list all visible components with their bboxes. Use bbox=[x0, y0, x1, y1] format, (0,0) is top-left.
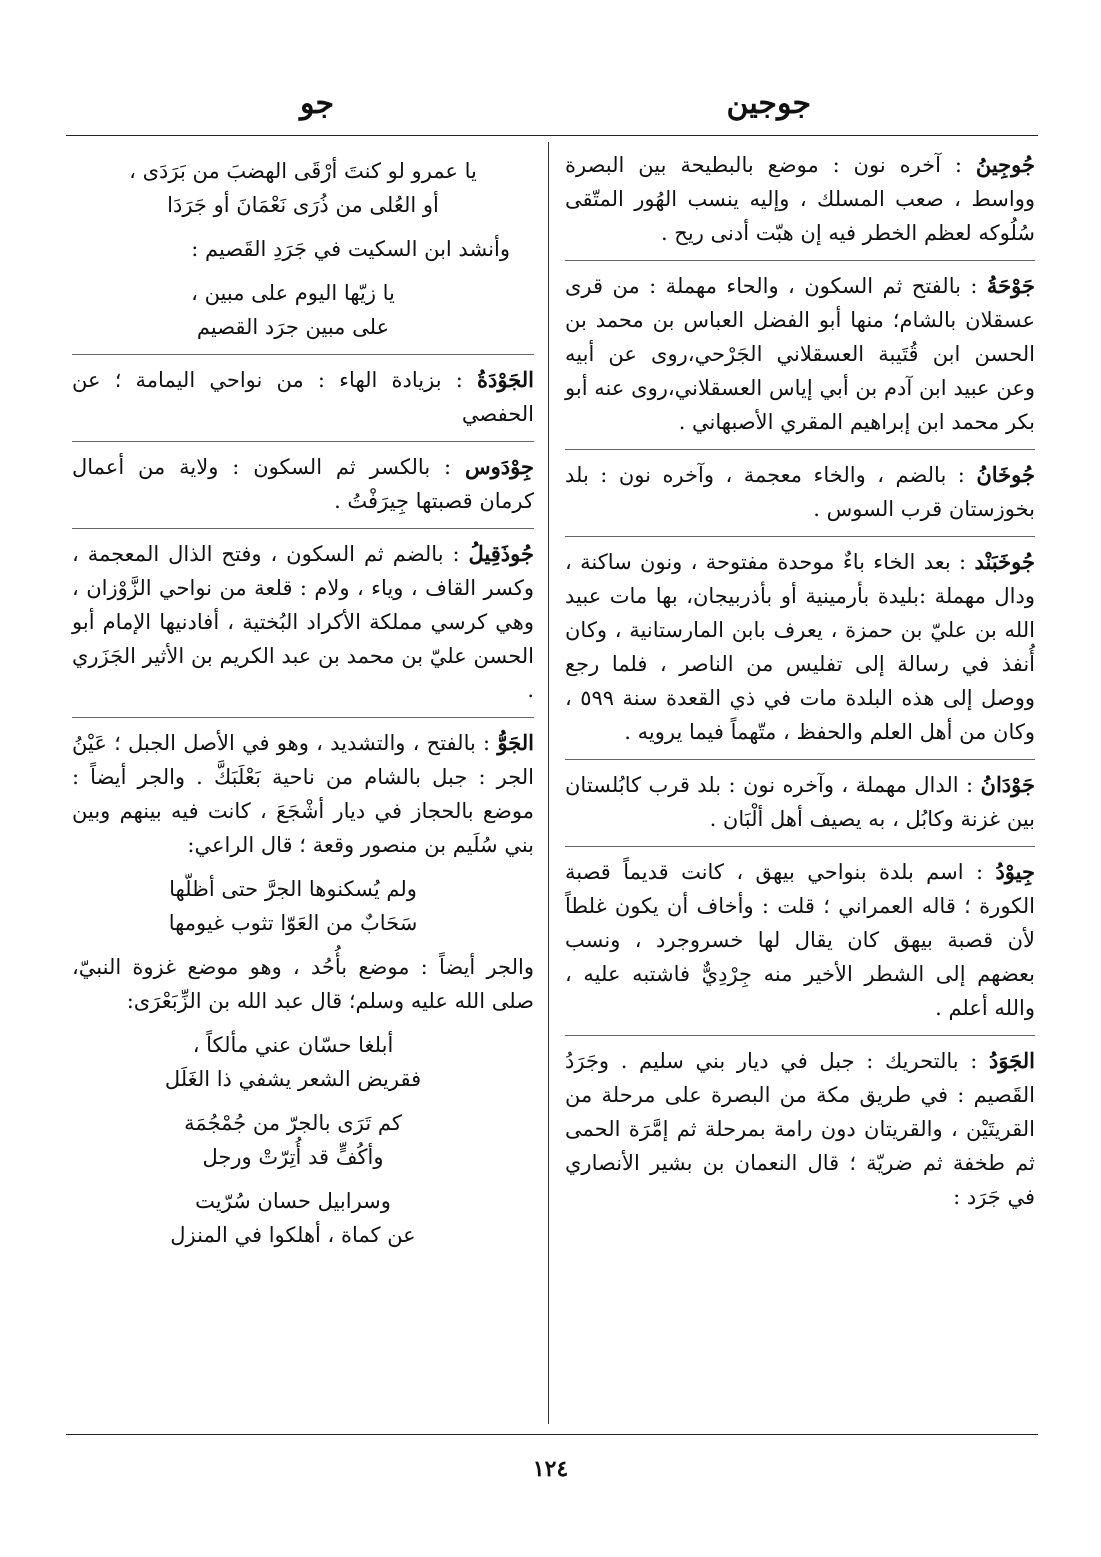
verse-line: كم تَرَى بالجرّ من جُمْجُمَة bbox=[184, 1111, 402, 1135]
entry-text: : بالفتح ثم السكون ، والحاء مهملة : من قرى عسقلان بالشام؛ منها أبو الفضل العباس بن محمد بن الحسن ابن قُتَيبة العسقلاني الجَرْحي،روى عن أبيه وعن عبيد ابن آدم بن أبي إياس العسقلاني،روى عنه أبو بكر محمد ابن إبراهيم المقري الأصبهاني . bbox=[565, 274, 1035, 434]
entry-al-jawda bbox=[72, 363, 534, 431]
entry-text: : الدال مهملة ، وآخره نون : بلد قرب كابُلستان بين غزنة وكابُل ، به يصيف أهل ألْبَان . bbox=[565, 773, 1035, 831]
verse-line: يا عمرو لو كنتَ أرْقَى الهضبَ من بَرَدَى ، bbox=[129, 159, 477, 183]
entry-al-jawad bbox=[565, 1044, 1035, 1214]
entry-separator bbox=[565, 449, 1035, 450]
headword: جُوخَانُ bbox=[976, 462, 1035, 487]
headword: جُوخَبَنْد bbox=[974, 549, 1035, 574]
column-divider bbox=[548, 142, 549, 1424]
entry-separator bbox=[565, 536, 1035, 537]
entry-text: : بالكسر ثم السكون : ولاية من أعمال كرمان قصبتها جِيرَفْتُ . bbox=[72, 455, 534, 513]
entry-separator bbox=[565, 846, 1035, 847]
headword: جِيوْدُ bbox=[995, 859, 1035, 884]
verse-line: أو العُلى من ذُرَى نَعْمَانَ أو جَرَدَا bbox=[167, 193, 439, 217]
entry-jiwdaws bbox=[72, 450, 534, 518]
verse bbox=[72, 1028, 534, 1096]
verse bbox=[72, 1184, 534, 1252]
entry-separator bbox=[72, 717, 534, 718]
verse-line: عن كماة ، أهلكوا في المنزل bbox=[170, 1223, 416, 1247]
headword: الجَوَدُ bbox=[988, 1048, 1035, 1073]
verse bbox=[72, 154, 534, 222]
entry-text: : بزيادة الهاء : من نواحي اليمامة ؛ عن الحفصي bbox=[72, 368, 534, 426]
entry-separator bbox=[565, 759, 1035, 760]
headword: جَوْحَةُ bbox=[986, 273, 1035, 298]
footer-rule bbox=[66, 1434, 1038, 1435]
entry-jukhaband bbox=[565, 545, 1035, 749]
headword: الجَوْدَةُ bbox=[477, 367, 534, 392]
entry-text: : بالفتح ، والتشديد ، وهو في الأصل الجبل ؛ عَيْنُ الجر : جبل بالشام من ناحية بَعْلَبَكَّ . والجر أيضاً : موضع بالحجاز في ديار أشْجَعَ ، كانت فيه بينهم وبين بني سُلَيم بن منصور وقعة ؛ قال الراعي: bbox=[72, 731, 534, 857]
verse bbox=[72, 1106, 534, 1174]
entry-separator bbox=[72, 528, 534, 529]
text-block: وأنشد ابن السكيت في جَرَدِ القَصيم : bbox=[191, 237, 510, 261]
entry-separator bbox=[565, 1035, 1035, 1036]
verse-line: أبلغا حسّان عني مألكاً ، bbox=[192, 1033, 394, 1057]
entry-separator bbox=[565, 260, 1035, 261]
page-number: ١٢٤ bbox=[532, 1456, 569, 1482]
entry-jawha bbox=[565, 269, 1035, 439]
entry-text: : بالضم ثم السكون ، وفتح الذال المعجمة ، وكسر القاف ، وياء ، ولام : قلعة من نواحي الزَّوْزان ، وهي كرسي مملكة الأكراد البُختية ، أفادنيها الإمام أبو الحسن عليّ بن محمد بن عبد الكريم بن الأثير الجَزَري . bbox=[72, 542, 534, 702]
text-block: والجر أيضاً : موضع بأُحُد ، وهو موضع غزوة النبيّ، صلى الله عليه وسلم؛ قال عبد الله بن الزِّبَعْرَى: bbox=[72, 955, 534, 1013]
verse-line: يا زيّها اليوم على مبين ، bbox=[191, 281, 395, 305]
verse-line: ولم يُسكنوها الجرَّ حتى أظلّها bbox=[169, 877, 417, 901]
entry-text: : اسم بلدة بنواحي بيهق ، كانت قديماً قصبة الكورة ؛ قاله العمراني ؛ قلت : وأخاف أن يكون غلطاً لأن قصبة بيهق كان يقال لها خسروجرد ، ونسب بعضهم إلى الشطر الأخير منه جِرْدِيٌّ فاشتبه عليه ، والله أعلم . bbox=[565, 860, 1035, 1020]
running-head-right: جوجين bbox=[726, 86, 811, 121]
entry-jukhan bbox=[565, 458, 1035, 526]
verse-line: سَحَابٌ من العَوّا تثوب غيومها bbox=[168, 911, 418, 935]
entry-text: : بعد الخاء باءٌ موحدة مفتوحة ، ونون ساكنة ، ودال مهملة :بليدة بأرمينية أو بأذربيجان، بها مات عبيد الله بن عليّ بن حمزة ، يعرف بابن المارستانية ، وكان أُنفذ في رسالة إلى تفليس من الناصر ، فلما رجع ووصل إلى هذه البلدة مات في ذي القعدة سنة ٥٩٩ ، وكان من أهل العلم والحفظ ، متّهماً فيما يرويه . bbox=[565, 550, 1035, 744]
entry-separator bbox=[72, 354, 534, 355]
verse-line: وأكُفٍّ قد أُتِرّتْ ورجل bbox=[202, 1145, 384, 1169]
entry-al-jaww bbox=[72, 726, 534, 862]
headword: جُوجِينُ bbox=[975, 152, 1035, 177]
entry-jujin bbox=[565, 148, 1035, 250]
entry-judhaqil bbox=[72, 537, 534, 707]
verse-line: وسرابيل حسان سُرّيت bbox=[195, 1189, 391, 1213]
entry-text: : بالضم ، والخاء معجمة ، وآخره نون : بلد بخوزستان قرب السوس . bbox=[565, 463, 1035, 521]
entry-text: : آخره نون : موضع بالبطيحة بين البصرة وواسط ، صعب المسلك ، وإليه ينسب الهُور المتّقى سُلُوكه لعظم الخطر فيه إن هبّت أدنى ريح . bbox=[565, 153, 1035, 245]
verse bbox=[72, 276, 534, 344]
header-rule bbox=[66, 135, 1038, 136]
entry-jiwd bbox=[565, 855, 1035, 1025]
entry-jawdan bbox=[565, 768, 1035, 836]
verse bbox=[72, 872, 534, 940]
headword: جَوْدَانُ bbox=[980, 772, 1035, 797]
verse-line: فقريض الشعر يشفي ذا الغَلَل bbox=[164, 1067, 422, 1091]
headword: جُوذَقِيلُ bbox=[468, 541, 534, 566]
headword: جِوْدَوس bbox=[465, 454, 534, 479]
headword: الجَوُّ bbox=[497, 730, 534, 755]
entry-text: : بالتحريك : جبل في ديار بني سليم . وجَرَدُ القَصيم : في طريق مكة من البصرة على مرحلة من القريتَيْن ، والقريتان دون رامة بمرحلة ثم إمَّرَة الحمى ثم طخفة ثم ضريّة ؛ قال النعمان بن بشير الأنصاري في جَرَد : bbox=[565, 1049, 1035, 1209]
right-column bbox=[565, 148, 1035, 1224]
left-column bbox=[72, 148, 534, 1262]
entry-separator bbox=[72, 441, 534, 442]
running-head-left: جو bbox=[300, 86, 335, 121]
verse-line: على مبين جرَد القصيم bbox=[196, 315, 390, 339]
